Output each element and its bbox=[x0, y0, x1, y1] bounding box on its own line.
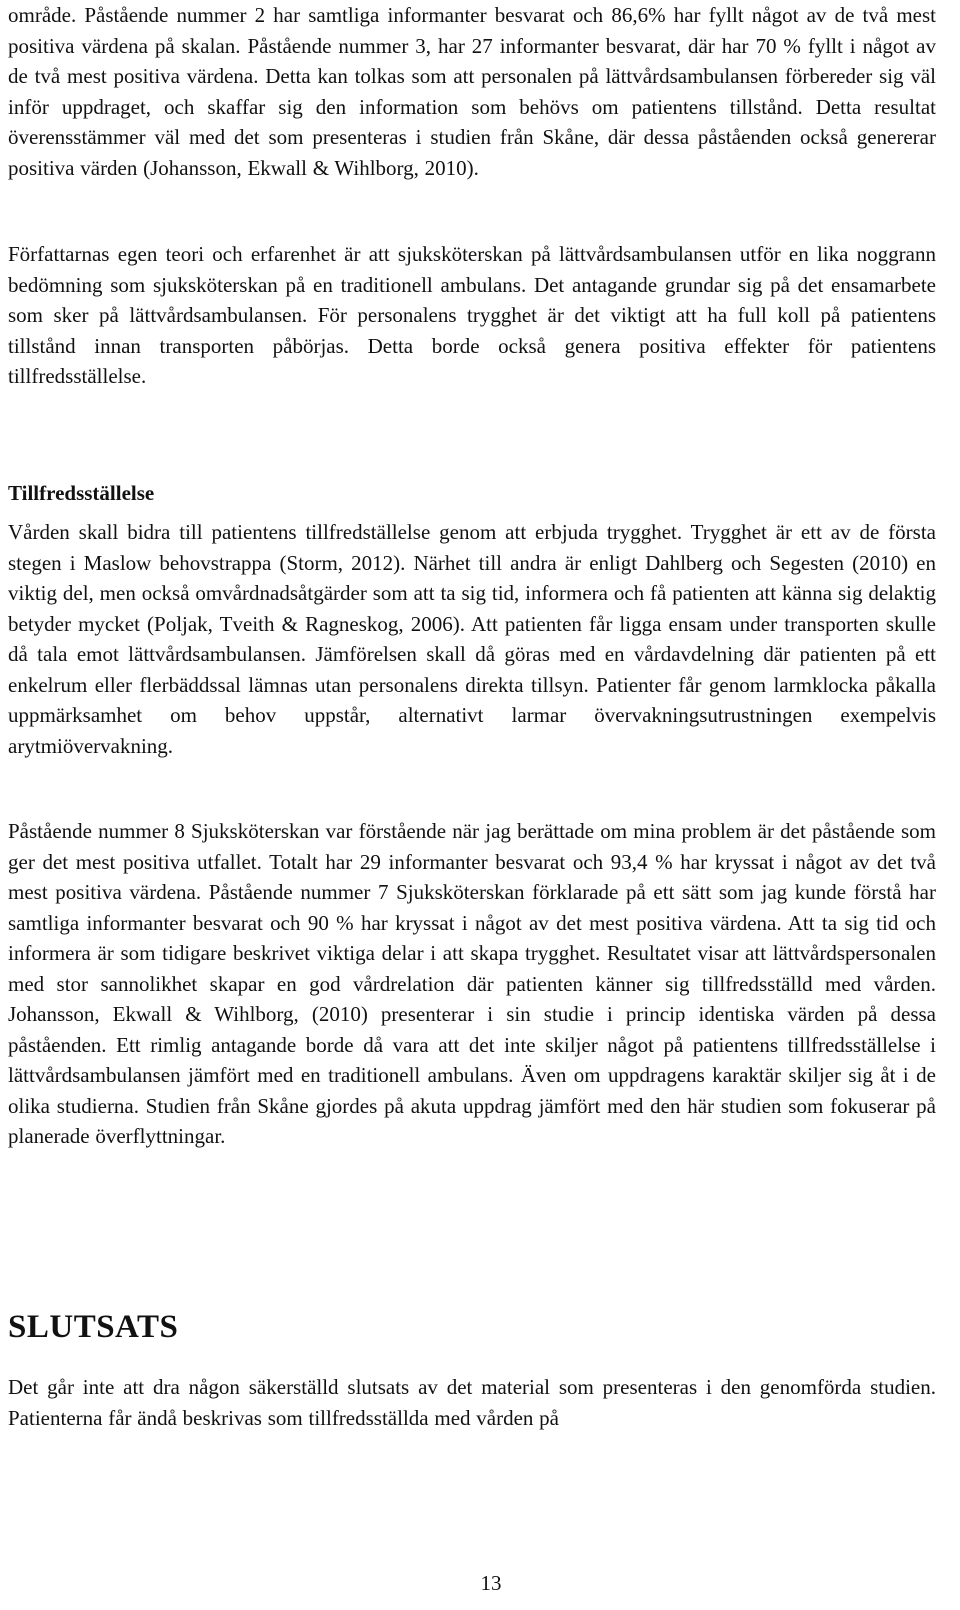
paragraph-care-satisfaction: Vården skall bidra till patientens tillfredställelse genom att erbjuda trygghet. Trygghet är ett av de första stegen i Maslow behovstrappa (Storm, 2012). Närhet till andra är enligt Dahlberg och Segesten (2010) en viktig del, men också omvårdnadsåtgärder som att ta sig tid, informera och få patienten att känna sig delaktig betyder mycket (Poljak, Tveith & Ragneskog, 2006). Att patienten får ligga ensam under transporten skulle då tala emot lättvårdsambulansen. Jämförelsen skall då göras med en vårdavdelning där patienten på ett enkelrum eller flerbäddssal lämnas utan personalens direkta tillsyn. Patienter får genom larmklocka påkalla uppmärksamhet om behov uppstår, alternativt larmar övervakningsutrustningen exempelvis arytmiövervakning. bbox=[8, 520, 936, 758]
paragraph-authors-theory: Författarnas egen teori och erfarenhet är att sjuksköterskan på lättvårdsambulansen utför en lika noggrann bedömning som sjuksköterskan på en traditionell ambulans. Det antagande grundar sig på det ensamarbete som sker på lättvårdsambulansen. För personalens trygghet är det viktigt att ha full koll på patientens tillstånd innan transporten påbörjas. Detta borde också genera positiva effekter för patientens tillfredsställelse. bbox=[8, 242, 936, 388]
page-number: 13 bbox=[480, 1571, 502, 1595]
paragraph-survey-results: område. Påstående nummer 2 har samtliga informanter besvarat och 86,6% har fyllt något av de två mest positiva värdena på skalan. Påstående nummer 3, har 27 informanter besvarat, där har 70 % fyllt i något av de två mest positiva värdena. Detta kan tolkas som att personalen på lättvårdsambulansen förbereder sig väl inför uppdraget, och skaffar sig den information som behövs om patientens tillstånd. Detta resultat överensstämmer väl med det som presenteras i studien från Skåne, där dessa påståenden också genererar positiva värden (Johansson, Ekwall & Wihlborg, 2010). bbox=[8, 3, 936, 180]
paragraph-conclusion: Det går inte att dra någon säkerställd slutsats av det material som presenteras i den genomförda studien. Patienterna får ändå beskrivas som tillfredsställda med vården på bbox=[8, 1375, 936, 1430]
paragraph-statement-results: Påstående nummer 8 Sjuksköterskan var förstående när jag berättade om mina problem är det påstående som ger det mest positiva utfallet. Totalt har 29 informanter besvarat och 93,4 % har kryssat i något av det två mest positiva värdena. Påstående nummer 7 Sjuksköterskan förklarade på ett sätt som jag kunde förstå har samtliga informanter besvarat och 90 % har kryssat i något av det mest positiva värdena. Att ta sig tid och informera är som tidigare beskrivet viktiga delar i att skapa trygghet. Resultatet visar att lättvårdspersonalen med stor sannolikhet skapar en god vårdrelation där patienten känner sig tillfredsställd med vården. Johansson, Ekwall & Wihlborg, (2010) presenterar i sin studie i princip identiska värden på dessa påståenden. Ett rimlig antagande borde då vara att det inte skiljer något på patientens tillfredsställelse i lättvårdsambulansen jämfört med en traditionell ambulans. Även om uppdragens karaktär skiljer sig åt i de olika studierna. Studien från Skåne gjordes på akuta uppdrag jämfört med den här studien som fokuserar på planerade överflyttningar. bbox=[8, 819, 936, 1148]
section-heading-tillfredsstallelse: Tillfredsställelse bbox=[8, 481, 155, 505]
section-heading-slutsats: SLUTSATS bbox=[8, 1309, 179, 1345]
